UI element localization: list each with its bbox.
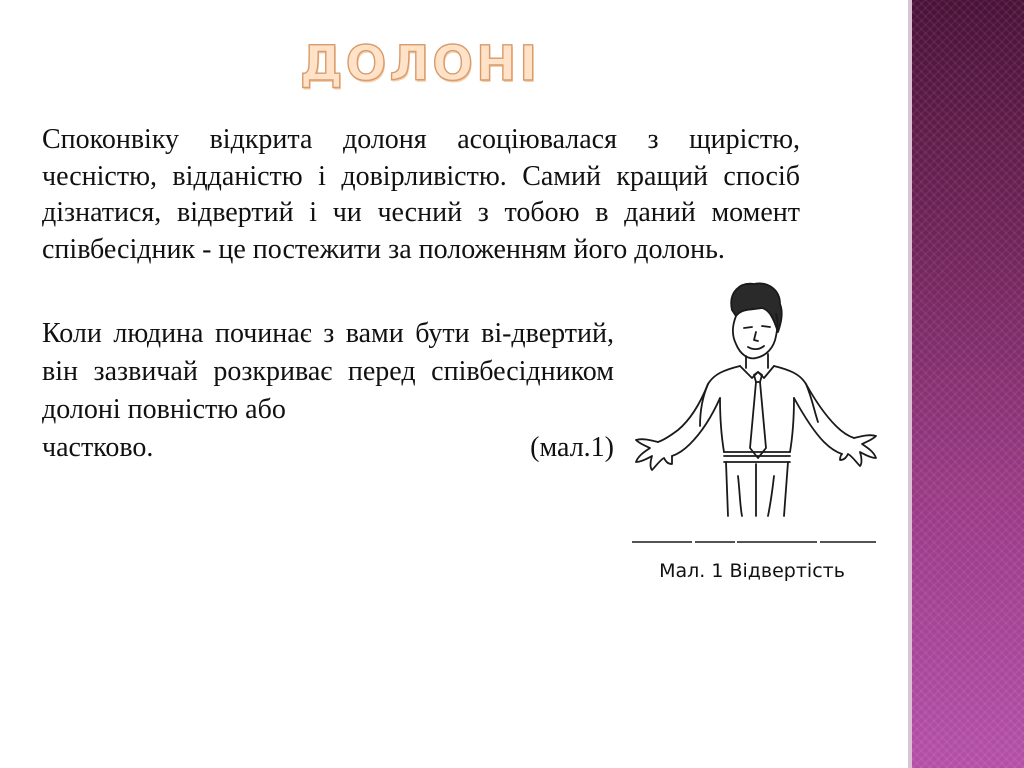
decorative-side-band [912, 0, 1024, 768]
open-palms-man-icon [628, 280, 880, 548]
paragraph-open-gesture [42, 315, 614, 467]
open-palms-man-illustration [628, 280, 880, 548]
paragraph-open-palm-history: Споконвіку відкрита долоня асоціювалася з щирістю, чесністю, відданістю і довірливістю. Самий кращий спосіб дізнатися, відвертий і чи чесний з тобою в даний момент співбесідник - це постежити за положенням його долонь. [42, 124, 800, 265]
figure-reference: (мал.1) [530, 432, 614, 463]
slide-title: ДОЛОНІ [299, 36, 541, 92]
paragraph-open-gesture-text: Коли людина починає з вами бути ві-двертий, він зазвичай розкриває перед співбесідником долоні повністю або [42, 318, 614, 425]
figure-caption: Мал. 1 Відвертість [659, 560, 845, 582]
paragraph-open-gesture-last-line [42, 429, 614, 467]
paragraph-last-word: частково. [42, 432, 154, 463]
